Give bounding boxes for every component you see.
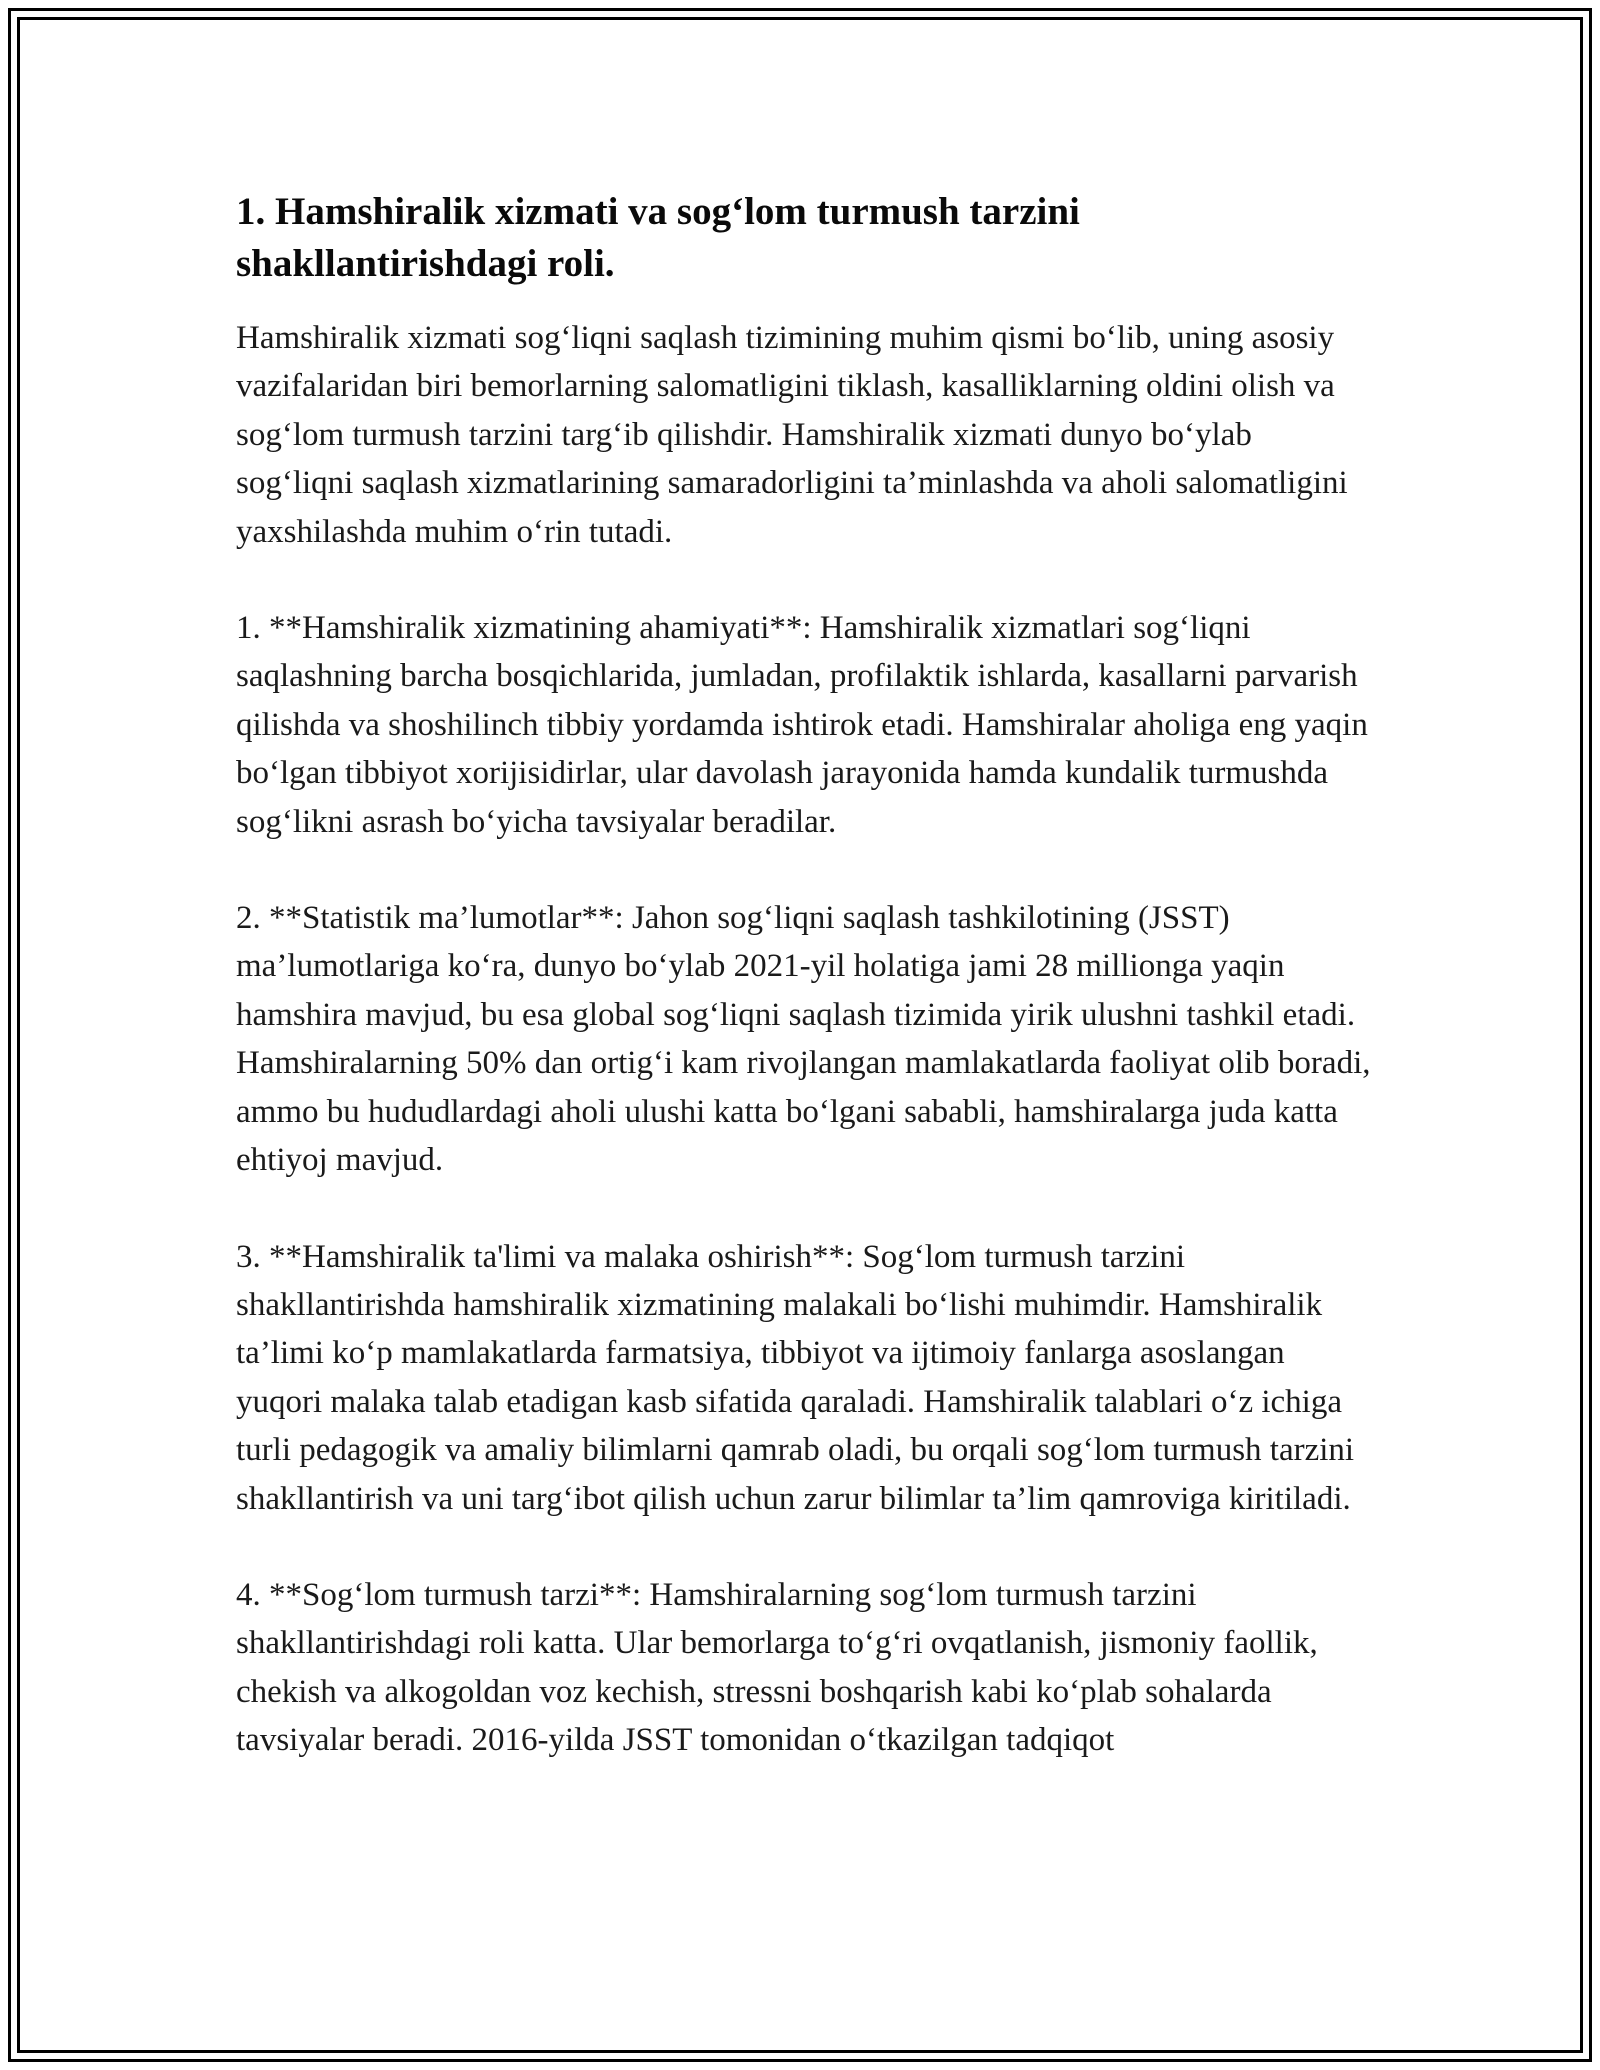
section-heading: 1. Hamshiralik xizmati va sog‘lom turmush tarzini shakllantirishdagi roli. — [236, 190, 1080, 285]
paragraph-education: 3. **Hamshiralik ta'limi va malaka oshirish**: Sog‘lom turmush tarzini shakllantirishda hamshiralik xizmatining malakali bo‘lishi muhimdir. Hamshiralik ta’limi ko‘p mamlakatlarda farmatsiya, tibbiyot va ijtimoiy fanlarga asoslangan yuqori malaka talab etadigan kasb sifatida qaraladi. Hamshiralik talablari o‘z ichiga turli pedagogik va amaliy bilimlarni qamrab oladi, bu orqali sog‘lom turmush tarzini shakllantirish va uni targ‘ibot qilish uchun zarur bilimlar ta’lim qamroviga kiritiladi. — [236, 1238, 1355, 1517]
paragraph-importance: 1. **Hamshiralik xizmatining ahamiyati**: Hamshiralik xizmatlari sog‘liqni saqlashning barcha bosqichlarida, jumladan, profilaktik ishlarda, kasallarni parvarish qilishda va shoshilinch tibbiy yordamda ishtirok etadi. Hamshiralar aholiga eng yaqin bo‘lgan tibbiyot xorijisidirlar, ular davolash jarayonida hamda kundalik turmushda sog‘likni asrash bo‘yicha tavsiyalar beradilar. — [236, 610, 1368, 840]
paragraph-statistics: 2. **Statistik ma’lumotlar**: Jahon sog‘liqni saqlash tashkilotining (JSST) ma’lumotlariga ko‘ra, dunyo bo‘ylab 2021-yil holatiga jami 28 millionga yaqin hamshira mavjud, bu esa global sog‘liqni saqlash tizimida yirik ulushni tashkil etadi. Hamshiralarning 50% dan ortig‘i kam rivojlangan mamlakatlarda faoliyat olib boradi, ammo bu hududlardagi aholi ulushi katta bo‘lgani sababli, hamshiralarga juda katta ehtiyoj mavjud. — [236, 900, 1371, 1179]
document-body — [236, 186, 1376, 1813]
paragraph-healthy-lifestyle: 4. **Sog‘lom turmush tarzi**: Hamshiralarning sog‘lom turmush tarzini shakllantirishdagi roli katta. Ular bemorlarga to‘g‘ri ovqatlanish, jismoniy faollik, chekish va alkogoldan voz kechish, stressni boshqarish kabi ko‘plab sohalarda tavsiyalar beradi. 2016-yilda JSST tomonidan o‘tkazilgan tadqiqot — [236, 1576, 1318, 1759]
intro-paragraph: Hamshiralik xizmati sog‘liqni saqlash tizimining muhim qismi bo‘lib, uning asosiy vazifalaridan biri bemorlarning salomatligini tiklash, kasalliklarning oldini olish va sog‘lom turmush tarzini targ‘ib qilishdir. Hamshiralik xizmati dunyo bo‘ylab sog‘liqni saqlash xizmatlarining samaradorligini ta’minlashda va aholi salomatligini yaxshilashda muhim o‘rin tutadi. — [236, 320, 1348, 550]
